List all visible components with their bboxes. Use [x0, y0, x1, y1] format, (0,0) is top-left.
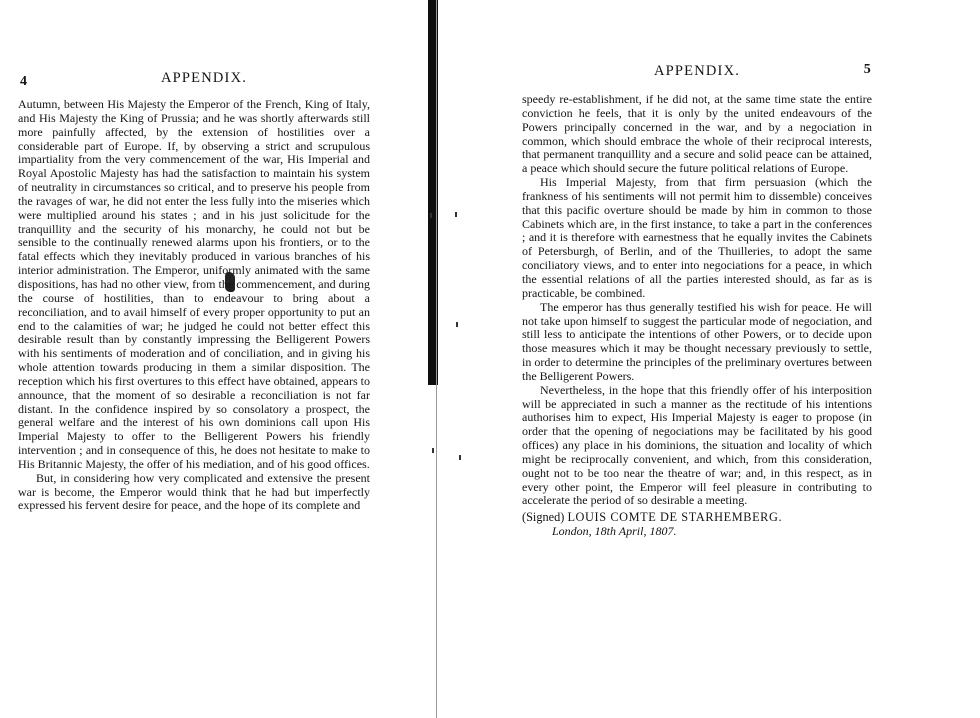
- right-paragraph-4: Nevertheless, in the hope that this friendly offer of his interposition will be appreciated in such a manner as the rectitude of his intentions authorises him to expect, His Imperial Majesty is eager to propose (in order that the opening of negociations may be facilitated by his good offices) any place in his dominions, the situation and locality of which might be reciprocally convenient, and which, from this consideration, ought not to be too near the theatre of war; and, in this respect, as in every other point, the Emperor will feel pleasure in contributing to accelerate the period of so desirable a meeting.: [522, 382, 872, 508]
- left-running-title: APPENDIX.: [160, 70, 248, 86]
- signature-line: [522, 510, 872, 524]
- left-paragraph-1: Autumn, between His Majesty the Emperor of the French, King of Italy, and His Majesty the King of Prussia; and he was shortly afterwards still more painfully affected, by the extension of hostilities over a considerable part of Europe. If, by observing a strict and scrupulous impartiality from the very commencement of the war, His Imperial and Royal Apostolic Majesty has had the satisfaction to maintain his system of neutrality in circumstances so critical, and to preserve his people from the ravages of war, he did not enter the less fully into the miseries which were multiplied around his states ; and in his just solicitude for the tranquillity and the security of his monarchy, he could not but be sensible to the continually renewed alarms upon his frontiers, or to the fatal effects which they inevitably produced in various branches of his interior administration. The Emperor, uniformly animated with the same dispositions, has had no other view, from the commencement, and during the course of hostilities, than to endeavour to bring about a reconciliation, and to avail himself of every proper opportunity to put an end to the calamities of war; he judged he could not better effect this desirable result than by constantly impressing the Belligerent Powers with his sentiments of moderation and of conciliation, and in giving his whole attention towards producing in them a similar disposition. The reception which his first overtures to this effect have obtained, appears to announce, that the moment of so desirable a reconciliation is not far distant. In the confidence inspired by so consolatory a prospect, the general welfare and the interest of his own dominions call upon His Imperial Majesty to offer to the Belligerent Powers his friendly intervention ; and in consequence of this, he does not hesitate to make to His Britannic Majesty, the offer of his mediation, and of his good offices.: [18, 97, 370, 471]
- right-paragraph-2: His Imperial Majesty, from that firm persuasion (which the frankness of his sentiments will not permit him to dissemble) conceives that this pacific overture should be made by him in common to those Cabinets which are, in the first instance, to take a part in the conferences ; and it is therefore with earnestness that he equally invites the Cabinets of Petersburgh, of Berlin, and of the Thuilleries, to adopt the same conciliatory views, and to enter into negociations for a peace, in which the essential relations of all the parties interested should, as far as is practicable, be combined.: [522, 175, 872, 300]
- right-body-text: [522, 93, 872, 508]
- place-date-line: London, 18th April, 1807.: [552, 524, 677, 539]
- signature-name: LOUIS COMTE DE STARHEMBERG.: [567, 510, 783, 525]
- scan-speck: [456, 322, 458, 327]
- right-page-number: 5: [863, 62, 872, 77]
- right-paragraph-3: The emperor has thus generally testified his wish for peace. He will not take upon himself to suggest the particular mode of negociation, and still less to anticipate the intentions of other Powers, or to decide upon those measures which it may be thought necessary previously to settle, in order to determine the principles of the preliminary overtures between the Belligerent Powers.: [522, 299, 872, 383]
- right-paragraph-1: speedy re-establishment, if he did not, at the same time state the entire conviction he feels, that it is only by the united endeavours of the Powers principally concerned in the war, and by a negociation in common, which should embrace the whole of their reciprocal interests, that permanent tranquillity and a secure and solid peace can be attained, a peace which should secure the future political relations of Europe.: [522, 92, 872, 176]
- left-running-head: [18, 70, 370, 90]
- signature-prefix: (Signed): [522, 510, 565, 525]
- right-running-title: APPENDIX.: [653, 63, 741, 79]
- right-page: [522, 62, 872, 538]
- scan-speck: [459, 455, 461, 460]
- scan-speck: [432, 448, 434, 453]
- right-running-head: [522, 62, 872, 82]
- left-body-text: [18, 98, 370, 513]
- left-page: [18, 70, 370, 513]
- scan-speck: [430, 213, 432, 218]
- left-paragraph-2: But, in considering how very complicated and extensive the present war is become, the Emperor would think that he had but imperfectly expressed his fervent desire for peace, and the hope of its complete and: [18, 470, 370, 513]
- book-gutter-line: [436, 0, 437, 718]
- scan-speck: [455, 212, 457, 217]
- left-page-number: 4: [20, 74, 29, 89]
